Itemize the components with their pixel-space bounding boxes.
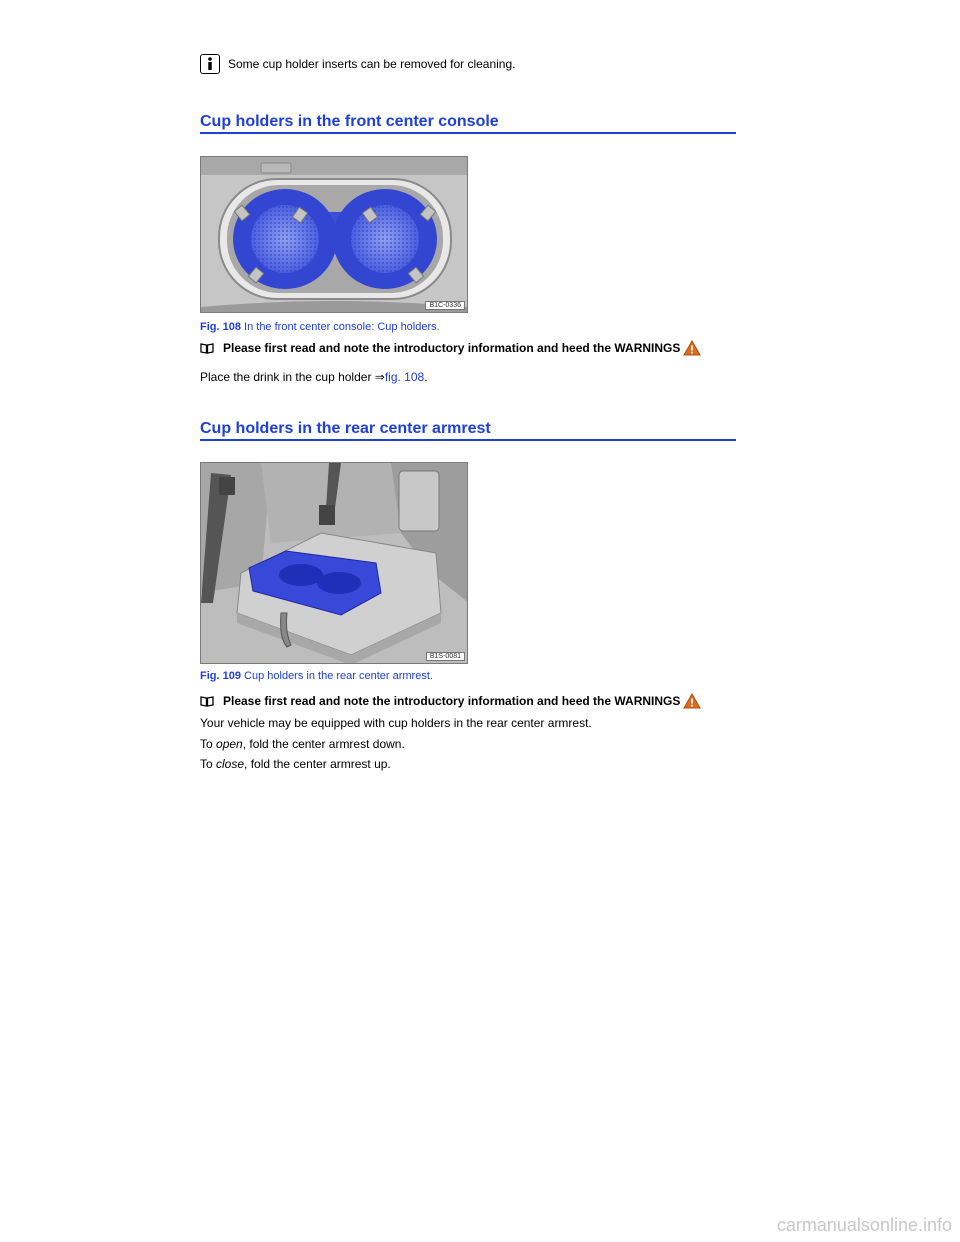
paragraph: Place the drink in the cup holder ⇒fig. 108. <box>200 370 428 384</box>
paragraph: To open, fold the center armrest down. <box>200 737 405 751</box>
figure-rear-armrest-cup-holders <box>200 462 468 664</box>
figure-code: B1C-0336 <box>425 301 465 310</box>
figure-caption-text: In the front center console: Cup holders. <box>244 321 440 333</box>
warning-icon[interactable] <box>683 340 701 356</box>
paragraph: Your vehicle may be equipped with cup holders in the rear center armrest. <box>200 716 592 730</box>
note <box>200 54 516 74</box>
intro-text: Please first read and note the introductory information and heed the WARNINGS <box>223 694 681 708</box>
front-console-illustration <box>201 157 468 313</box>
info-icon <box>200 54 220 74</box>
book-icon <box>200 696 214 707</box>
intro-line <box>200 340 701 356</box>
figure-caption-109 <box>200 670 433 682</box>
book-icon <box>200 343 214 354</box>
rear-armrest-illustration <box>201 463 468 664</box>
watermark: carmanualsonline.info <box>776 1215 952 1235</box>
warning-icon[interactable] <box>683 693 701 709</box>
note-text: Some cup holder inserts can be removed for cleaning. <box>228 57 516 71</box>
figure-front-console-cup-holders <box>200 156 468 313</box>
paragraph: To close, fold the center armrest up. <box>200 757 391 771</box>
intro-line <box>200 693 701 709</box>
section-title-rear-armrest: Cup holders in the rear center armrest <box>200 420 491 437</box>
figure-code: B1S-0081 <box>426 652 465 661</box>
figure-label: Fig. 108 <box>200 321 241 333</box>
figure-link[interactable]: fig. 108 <box>384 370 425 384</box>
figure-label: Fig. 109 <box>200 670 241 682</box>
figure-caption-108 <box>200 321 440 333</box>
section-rule <box>200 132 736 134</box>
figure-caption-text: Cup holders in the rear center armrest. <box>244 670 433 682</box>
section-rule <box>200 439 736 441</box>
intro-text: Please first read and note the introductory information and heed the WARNINGS <box>223 341 681 355</box>
section-title-front-console: Cup holders in the front center console <box>200 113 499 130</box>
